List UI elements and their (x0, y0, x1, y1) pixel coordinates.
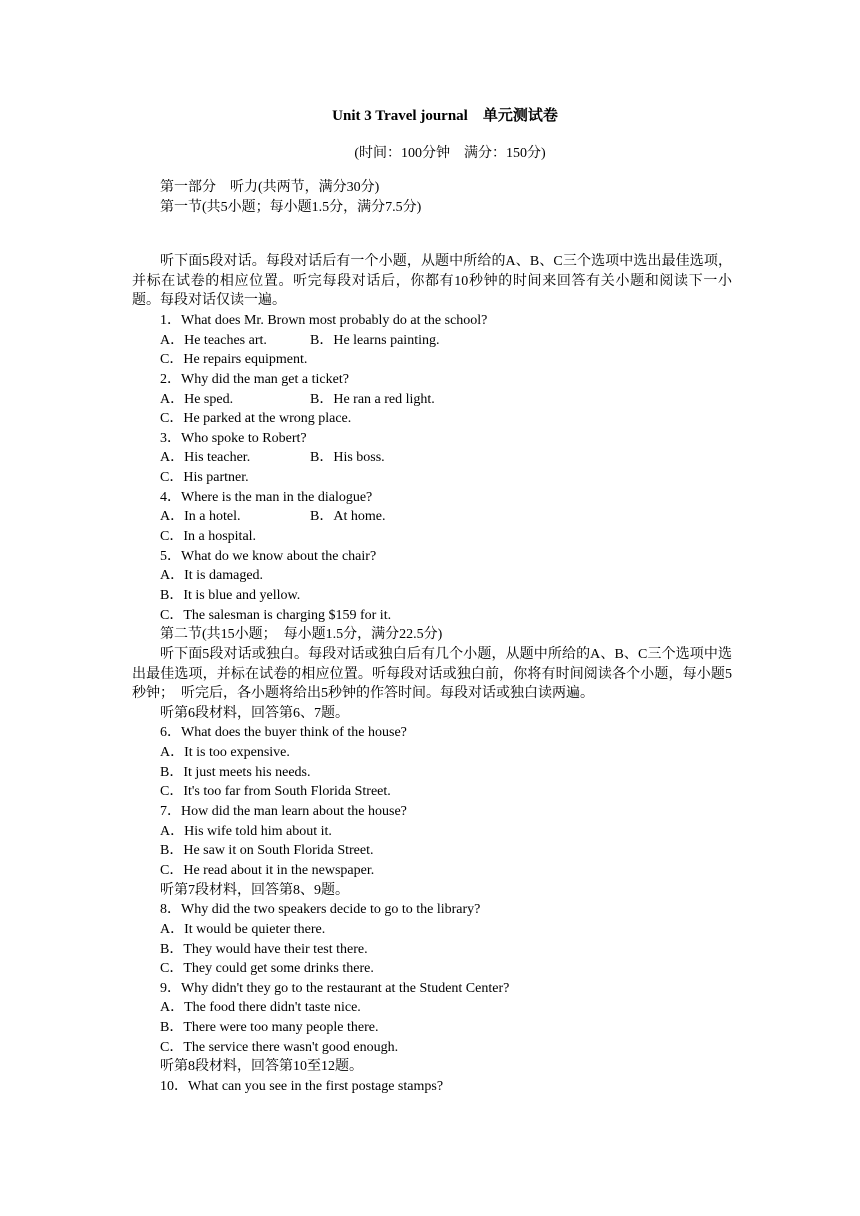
question-5: 5．What do we know about the chair? (160, 548, 377, 564)
material-8: 听第8段材料，回答第10至12题。 (160, 1059, 363, 1075)
section1-heading: 第一节(共5小题；每小题1.5分，满分7.5分) (160, 199, 422, 215)
option-c[interactable]: C．It's too far from South Florida Street. (160, 784, 391, 800)
question-6: 6．What does the buyer think of the house? (160, 725, 407, 741)
question-10: 10．What can you see in the first postage stamps? (160, 1079, 444, 1094)
option-b[interactable]: B．It just meets his needs. (160, 764, 311, 780)
option-a[interactable]: A．He teaches art. (160, 332, 267, 348)
option-b[interactable]: B．He learns painting. (310, 332, 440, 348)
option-b[interactable]: B．There were too many people there. (160, 1020, 379, 1036)
option-c[interactable]: C．The salesman is charging $159 for it. (160, 607, 392, 623)
option-b[interactable]: B．He saw it on South Florida Street. (160, 843, 374, 859)
material-7: 听第7段材料，回答第8、9题。 (160, 882, 349, 898)
section2-instructions: 听下面5段对话或独白。每段对话或独白后有几个小题，从题中所给的A、B、C三个选项中选出最佳选项，并标在试卷的相应位置。听每段对话或独白前，你将有时间阅读各个小题，每小题5秒钟； 听完后，各小题将给出5秒钟的作答时间。每段对话或独白读两遍。 (132, 646, 732, 702)
section1-instructions: 听下面5段对话。每段对话后有一个小题，从题中所给的A、B、C三个选项中选出最佳选项，并标在试卷的相应位置。听完每段对话后，你都有10秒钟的时间来回答有关小题和阅读下一小题。每段对话仅读一遍。 (132, 254, 732, 309)
section2-heading: 第二节(共15小题； 每小题1.5分，满分22.5分) (160, 627, 443, 643)
option-b[interactable]: B．It is blue and yellow. (160, 587, 301, 603)
question-8: 8．Why did the two speakers decide to go to the library? (160, 902, 481, 918)
option-c[interactable]: C．The service there wasn't good enough. (160, 1039, 399, 1055)
option-c[interactable]: C．He read about it in the newspaper. (160, 862, 375, 878)
question-9: 9．Why didn't they go to the restaurant at the Student Center? (160, 980, 510, 996)
option-c[interactable]: C．His partner. (160, 470, 249, 486)
option-b[interactable]: B．His boss. (310, 450, 385, 466)
option-a[interactable]: A．His wife told him about it. (160, 823, 332, 839)
option-a[interactable]: A．It would be quieter there. (160, 921, 326, 937)
option-a[interactable]: A．He sped. (160, 391, 234, 407)
option-c[interactable]: C．He repairs equipment. (160, 352, 308, 368)
question-1: 1．What does Mr. Brown most probably do at the school? (160, 312, 488, 328)
question-3-options-ab (132, 448, 732, 468)
page-subtitle: (时间：100分钟 满分：150分) (354, 146, 546, 161)
part1-headings (132, 178, 732, 217)
option-c[interactable]: C．They could get some drinks there. (160, 961, 374, 977)
option-a[interactable]: A．His teacher. (160, 450, 251, 466)
option-c[interactable]: C．He parked at the wrong place. (160, 411, 352, 427)
option-b[interactable]: B．He ran a red light. (310, 391, 435, 407)
part1-heading: 第一部分 听力(共两节，满分30分) (160, 180, 380, 195)
option-c[interactable]: C．In a hospital. (160, 529, 257, 545)
option-a[interactable]: A．It is too expensive. (160, 745, 290, 761)
material-6: 听第6段材料，回答第6、7题。 (160, 705, 349, 721)
option-a[interactable]: A．It is damaged. (160, 568, 264, 584)
option-a[interactable]: A．The food there didn't taste nice. (160, 1000, 361, 1016)
question-3: 3．Who spoke to Robert? (160, 430, 307, 446)
question-1-options-ab (132, 331, 732, 351)
option-b[interactable]: B．At home. (310, 509, 386, 525)
question-4-options-ab (132, 507, 732, 527)
question-7: 7．How did the man learn about the house? (160, 804, 407, 820)
section1-body (132, 252, 732, 1097)
page-title: Unit 3 Travel journal 单元测试卷 (332, 108, 558, 124)
option-a[interactable]: A．In a hotel. (160, 509, 241, 525)
question-2-options-ab (132, 390, 732, 410)
question-4: 4．Where is the man in the dialogue? (160, 489, 373, 505)
question-2: 2．Why did the man get a ticket? (160, 371, 349, 387)
option-b[interactable]: B．They would have their test there. (160, 941, 368, 957)
